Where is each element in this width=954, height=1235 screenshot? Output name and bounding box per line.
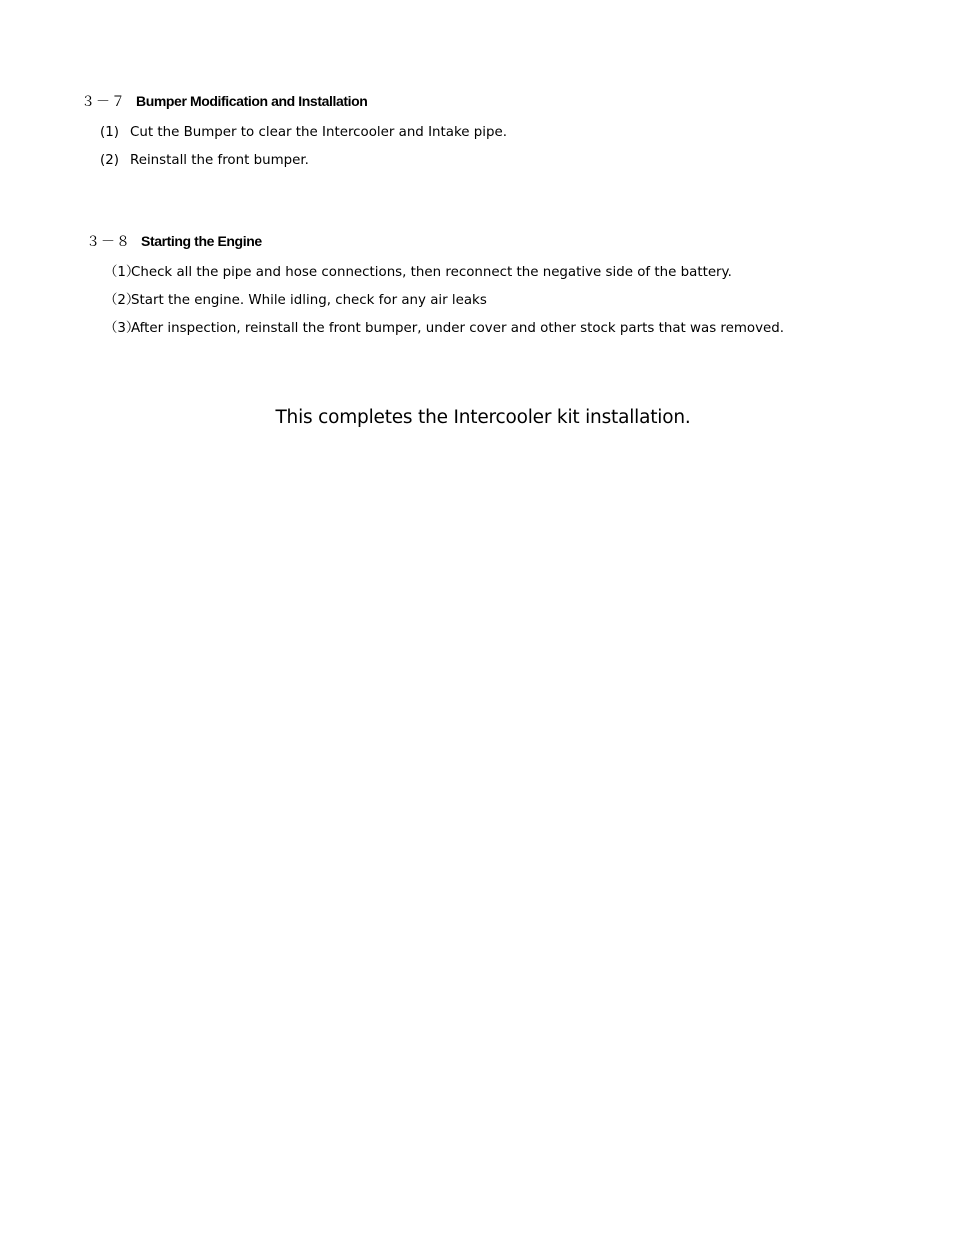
section-heading xyxy=(86,231,784,251)
section-heading xyxy=(81,91,507,111)
step-text: After inspection, reinstall the front bumper, under cover and other stock parts that was removed. xyxy=(131,321,785,336)
step-marker: (1) xyxy=(100,125,119,140)
step-item xyxy=(104,259,784,287)
step-text: Reinstall the front bumper. xyxy=(130,153,309,168)
step-marker: （1） xyxy=(104,265,140,280)
step-marker: （2） xyxy=(104,293,140,308)
step-item xyxy=(104,287,784,315)
section-number: ３－８ xyxy=(86,234,131,250)
section-title: Starting the Engine xyxy=(141,233,262,249)
section-title: Bumper Modification and Installation xyxy=(136,93,368,109)
step-list xyxy=(104,259,784,343)
step-item xyxy=(104,315,784,343)
step-marker: (2) xyxy=(100,153,119,168)
section-number: ３－７ xyxy=(81,94,126,110)
step-marker: （3） xyxy=(104,321,140,336)
step-text: Cut the Bumper to clear the Intercooler and Intake pipe. xyxy=(130,125,507,140)
step-list xyxy=(100,119,507,175)
step-text: Check all the pipe and hose connections, then reconnect the negative side of the battery. xyxy=(131,265,732,280)
step-item xyxy=(100,147,507,175)
step-item xyxy=(100,119,507,147)
section-bumper-modification xyxy=(81,91,507,175)
step-text: Start the engine. While idling, check for any air leaks xyxy=(131,293,487,308)
section-starting-engine xyxy=(86,231,784,343)
completion-message: This completes the Intercooler kit installation. xyxy=(275,407,691,428)
